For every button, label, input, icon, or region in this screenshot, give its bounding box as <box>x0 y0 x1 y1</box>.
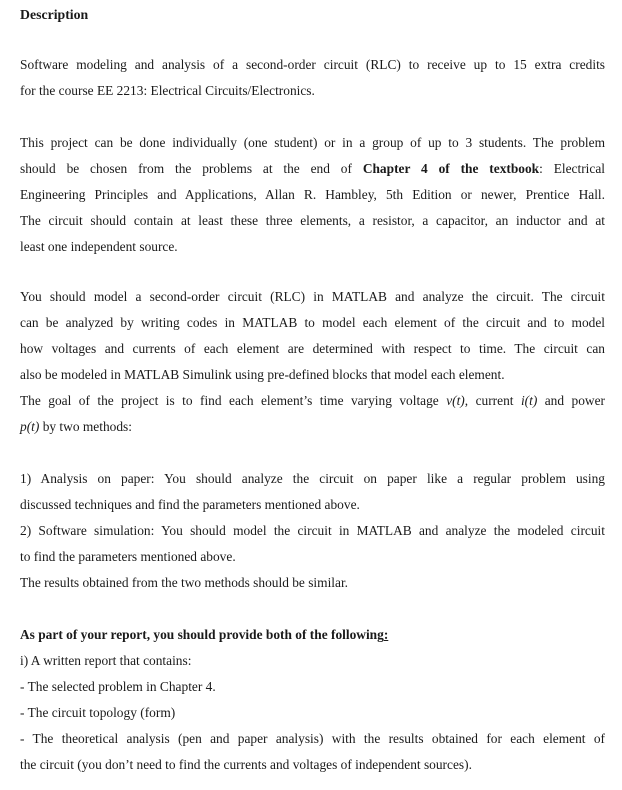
text-run: should be chosen from the problems at the end of <box>20 160 363 176</box>
text-run: : <box>383 627 389 642</box>
current-symbol: i(t) <box>520 392 538 408</box>
text-line: 2) Software simulation: You should model the circuit in MATLAB and analyze the modeled circuit <box>20 522 605 538</box>
text-run: and power <box>537 392 605 408</box>
paragraph-methods <box>20 466 605 596</box>
text-line <box>20 414 605 440</box>
text-line: how voltages and currents of each element are determined with respect to time. The circuit can <box>20 340 605 356</box>
text-line: discussed techniques and find the parameters mentioned above. <box>20 496 360 512</box>
paragraph-project-scope <box>20 130 605 260</box>
text-line: The results obtained from the two methods should be similar. <box>20 574 349 590</box>
text-line: The circuit should contain at least these three elements, a resistor, a capacitor, an inductor and at <box>20 212 605 228</box>
text-line: i) A written report that contains: <box>20 652 192 668</box>
text-line: You should model a second-order circuit (RLC) in MATLAB and analyze the circuit. The circuit <box>20 289 605 304</box>
power-symbol: p(t) <box>20 418 40 434</box>
list-item: - The selected problem in Chapter 4. <box>20 678 216 694</box>
list-item: - The theoretical analysis (pen and paper analysis) with the results obtained for each element of <box>20 730 605 746</box>
text-line: Engineering Principles and Applications, Allan R. Hambley, 5th Edition or newer, Prentice Hall. <box>20 186 605 202</box>
list-item: - The circuit topology (form) <box>20 704 176 720</box>
requirements-heading <box>20 622 605 648</box>
text-line: Software modeling and analysis of a second-order circuit (RLC) to receive up to 15 extra credits <box>20 57 605 72</box>
text-run: As part of your report, you should provide both of the following <box>20 627 384 642</box>
text-line: 1) Analysis on paper: You should analyze the circuit on paper like a regular problem using <box>20 471 605 486</box>
text-line: to find the parameters mentioned above. <box>20 548 236 564</box>
paragraph-modeling <box>20 284 605 439</box>
text-run: by two methods: <box>39 418 132 434</box>
text-run: : Electrical <box>539 160 606 176</box>
text-run: , current <box>464 392 521 408</box>
voltage-symbol: v(t) <box>446 392 465 408</box>
text-line: for the course EE 2213: Electrical Circuits/Electronics. <box>20 82 315 98</box>
text-line: least one independent source. <box>20 238 178 254</box>
text-line: can be analyzed by writing codes in MATLAB to model each element of the circuit and to model <box>20 314 605 330</box>
paragraph-report-requirements <box>20 622 605 777</box>
text-line <box>20 156 605 182</box>
section-heading: Description <box>20 7 89 22</box>
text-line: This project can be done individually (one student) or in a group of up to 3 students. The problem <box>20 135 605 150</box>
text-line: the circuit (you don’t need to find the currents and voltages of independent sources). <box>20 756 472 772</box>
textbook-chapter-emphasis: Chapter 4 of the textbook <box>362 160 540 176</box>
text-run: The goal of the project is to find each element’s time varying voltage <box>20 392 447 408</box>
text-line: also be modeled in MATLAB Simulink using pre-defined blocks that model each element. <box>20 366 505 382</box>
paragraph-intro <box>20 52 605 104</box>
text-line <box>20 388 605 414</box>
